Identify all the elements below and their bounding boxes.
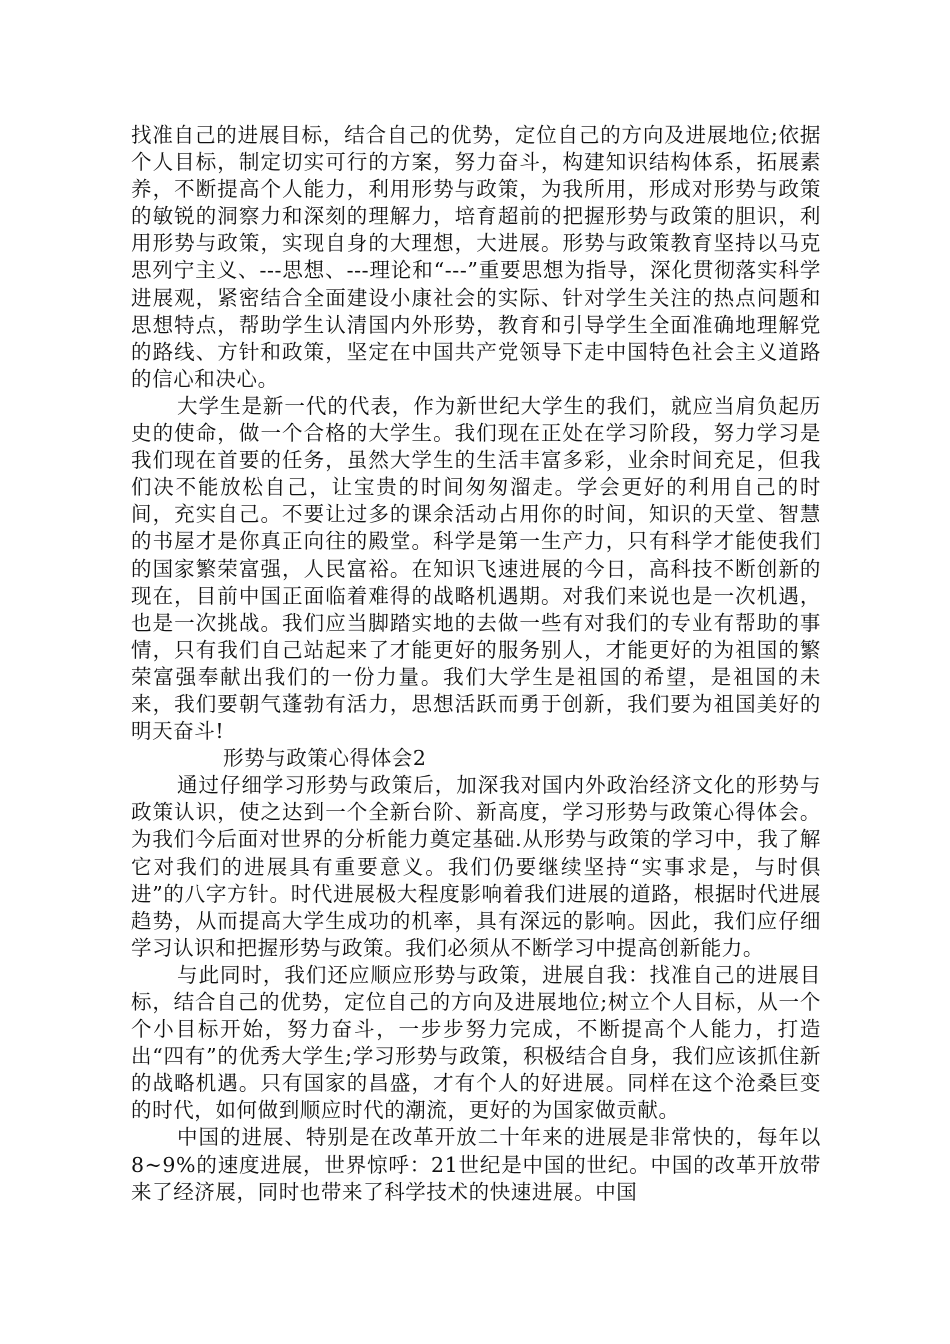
section-heading: 形势与政策心得体会2 xyxy=(223,746,427,771)
body-paragraph-5: 中国的进展、特别是在改革开放二十年来的进展是非常快的，每年以8~9%的速度进展，世界惊呼：21世纪是中国的世纪。中国的改革开放带来了经济展，同时也带来了科学技术的快速进展。中国 xyxy=(131,1125,821,1204)
body-paragraph-3: 通过仔细学习形势与政策后，加深我对国内外政治经济文化的形势与政策认识，使之达到一个全新台阶、新高度，学习形势与政策心得体会。为我们今后面对世界的分析能力奠定基础.从形势与政策的学习中，我了解它对我们的进展具有重要意义。我们仍要继续坚持“实事求是，与时俱进”的八字方针。时代进展极大程度影响着我们进展的道路，根据时代进展趋势，从而提高大学生成功的机率，具有深远的影响。因此，我们应仔细学习认识和把握形势与政策。我们必须从不断学习中提高创新能力。 xyxy=(131,773,821,960)
body-paragraph-2: 大学生是新一代的代表，作为新世纪大学生的我们，就应当肩负起历史的使命，做一个合格的大学生。我们现在正处在学习阶段，努力学习是我们现在首要的任务，虽然大学生的生活丰富多彩，业余时间充足，但我们决不能放松自己，让宝贵的时间匆匆溜走。学会更好的利用自己的时间，充实自己。不要让过多的课余活动占用你的时间，知识的天堂、智慧的书屋才是你真正向往的殿堂。科学是第一生产力，只有科学才能使我们的国家繁荣富强，人民富裕。在知识飞速进展的今日，高科技不断创新的现在，目前中国正面临着难得的战略机遇期。对我们来说也是一次机遇，也是一次挑战。我们应当脚踏实地的去做一些有对我们的专业有帮助的事情，只有我们自己站起来了才能更好的服务别人，才能更好的为祖国的繁荣富强奉献出我们的一份力量。我们大学生是祖国的希望，是祖国的未来，我们要朝气蓬勃有活力，思想活跃而勇于创新，我们要为祖国美好的明天奋斗! xyxy=(131,393,821,744)
document-page xyxy=(131,122,821,1206)
body-paragraph-1: 找准自己的进展目标，结合自己的优势，定位自己的方向及进展地位;依据个人目标，制定切实可行的方案，努力奋斗，构建知识结构体系，拓展素养，不断提高个人能力，利用形势与政策，为我所用，形成对形势与政策的敏锐的洞察力和深刻的理解力，培育超前的把握形势与政策的胆识，利用形势与政策，实现自身的大理想，大进展。形势与政策教育坚持以马克思列宁主义、---思想、---理论和“---”重要思想为指导，深化贯彻落实科学进展观，紧密结合全面建设小康社会的实际、针对学生关注的热点问题和思想特点，帮助学生认清国内外形势，教育和引导学生全面准确地理解党的路线、方针和政策，坚定在中国共产党领导下走中国特色社会主义道路的信心和决心。 xyxy=(131,123,821,391)
body-paragraph-4: 与此同时，我们还应顺应形势与政策，进展自我：找准自己的进展目标，结合自己的优势，定位自己的方向及进展地位;树立个人目标，从一个个小目标开始，努力奋斗，一步步努力完成，不断提高个人能力，打造出“四有”的优秀大学生;学习形势与政策，积极结合自身，我们应该抓住新的战略机遇。只有国家的昌盛，才有个人的好进展。同样在这个沧桑巨变的时代，如何做到顺应时代的潮流，更好的为国家做贡献。 xyxy=(131,962,821,1123)
